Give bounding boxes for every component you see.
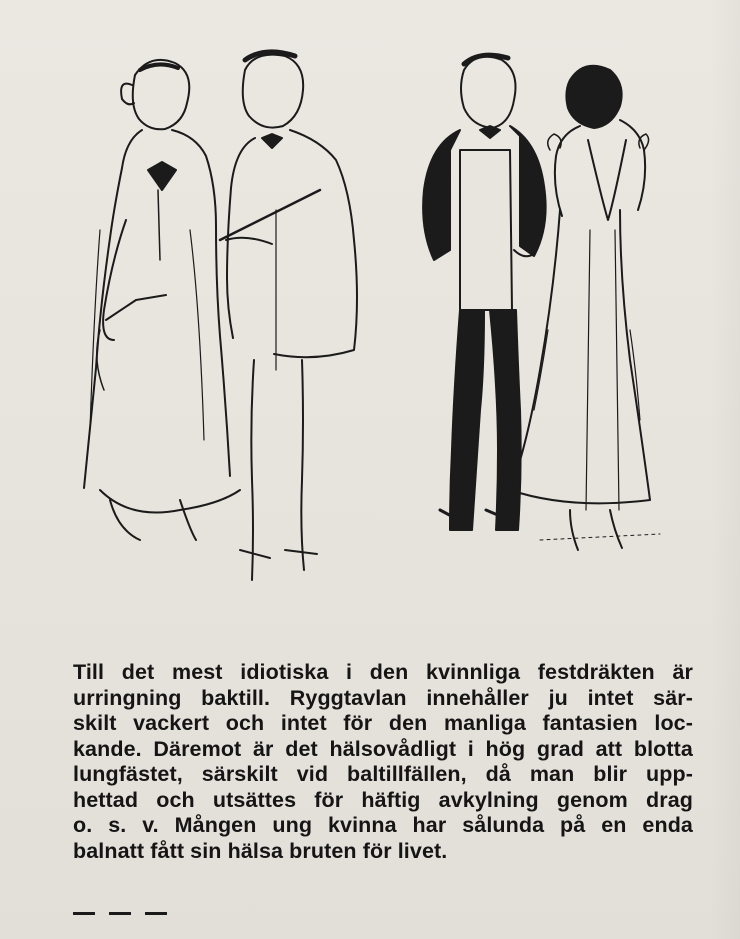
woman-figure-backless-dress [510,66,650,550]
caption-line: urringning baktill. Ryggtavlan innehåller ju intet sär- [73,685,693,710]
dash [109,912,131,915]
woman-figure-left [84,60,240,540]
caption-line: balnatt fått sin hälsa bruten för livet. [73,838,448,863]
page-edge-shadow [710,0,740,939]
caption-line: kande. Däremot är det hälsovådligt i hög grad att blotta [73,736,693,761]
ground-line [540,534,660,540]
caption-line: o. s. v. Mången ung kvinna har sålunda på en enda [73,813,693,837]
dash [145,912,167,915]
man-figure-light-suit [220,52,357,580]
man-figure-tailcoat [423,55,546,530]
caption-text [73,660,693,864]
caption-line: skilt vackert och intet för den manliga fantasien loc- [73,711,693,735]
section-divider-dashes [73,912,167,915]
caption-line: hettad och utsättes för häftig avkylning genom drag [73,787,693,812]
illustration-four-figures [40,30,720,590]
caption-line: lungfästet, särskilt vid baltillfällen, då man blir upp- [73,762,693,786]
dash [73,912,95,915]
caption-line: Till det mest idiotiska i den kvinnliga festdräkten är [73,660,693,684]
